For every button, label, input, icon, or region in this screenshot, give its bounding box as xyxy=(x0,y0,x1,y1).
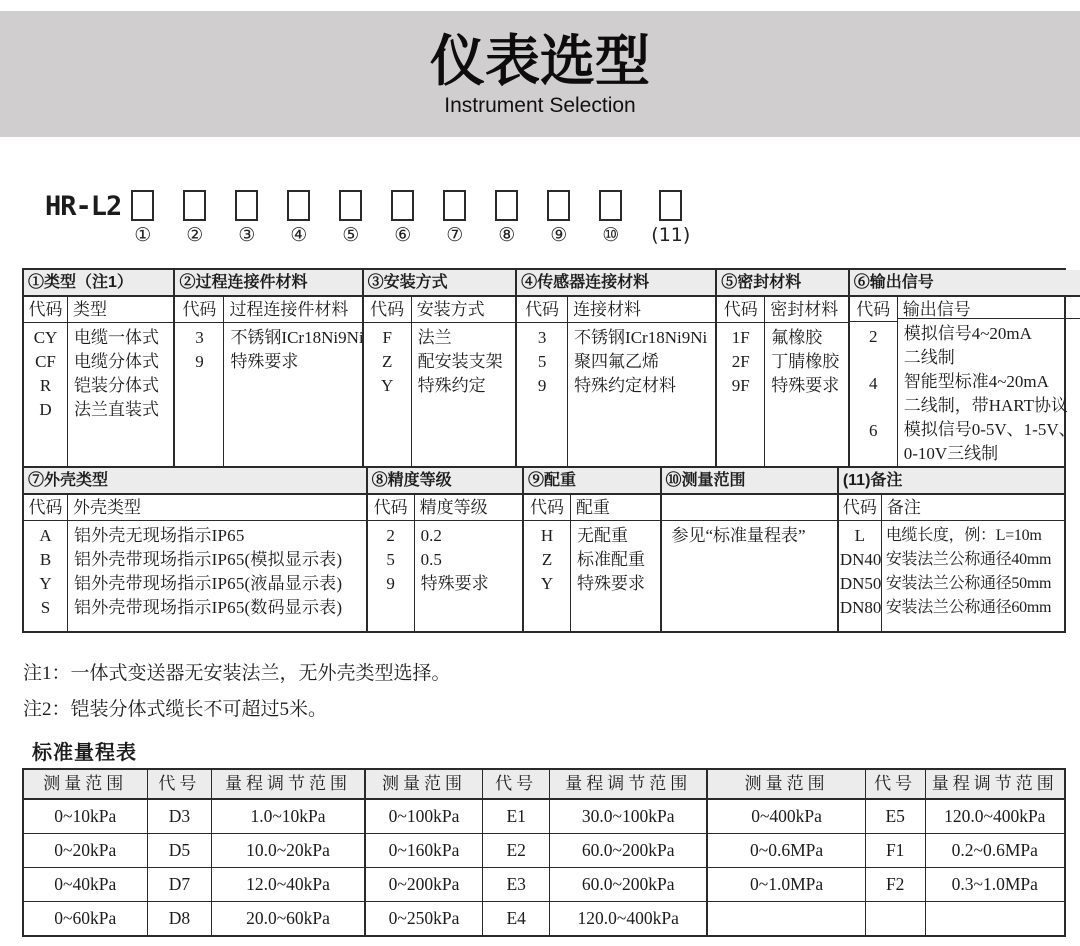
code-column xyxy=(850,297,898,466)
desc-value: 0.5 xyxy=(420,550,442,569)
code-value: H xyxy=(540,526,554,545)
selection-section xyxy=(515,270,715,466)
desc-value: 标准配重 xyxy=(577,550,646,569)
model-code-box-10 xyxy=(599,190,622,221)
code-value: 5 xyxy=(386,550,395,569)
code-header: 代码 xyxy=(839,495,881,521)
code-value: 1F xyxy=(731,328,750,347)
position-number-6: ⑥ xyxy=(394,224,412,246)
section-title: ①类型（注1） xyxy=(24,270,173,297)
merged-column xyxy=(662,495,837,631)
range-table-row xyxy=(24,833,1064,867)
model-code-box-2 xyxy=(183,190,206,221)
code-header: 代码 xyxy=(524,495,570,521)
model-code-box-9 xyxy=(547,190,570,221)
desc-value: 安装法兰公称通径40mm xyxy=(885,551,1052,568)
range-table-row xyxy=(24,901,1064,935)
note-1: 注1：一体式变送器无安装法兰，无外壳类型选择。 xyxy=(23,663,451,684)
selection-section xyxy=(24,468,366,631)
desc-header: 精度等级 xyxy=(415,495,522,521)
desc-value: 铝外壳带现场指示IP65(数码显示表) xyxy=(74,598,343,617)
desc-column xyxy=(765,297,847,466)
range-value-cell: 0~60kPa xyxy=(54,908,117,928)
section-body xyxy=(517,297,715,466)
code-column xyxy=(839,495,882,631)
desc-value: 特殊要求 xyxy=(420,574,489,593)
desc-value: 不锈钢ICr18Ni9Ni xyxy=(574,328,708,347)
range-value-cell: 0~10kPa xyxy=(54,806,117,826)
range-code-cell: F1 xyxy=(865,834,925,867)
range-value-cell: 12.0~40kPa xyxy=(211,868,363,901)
position-number-10: ⑩ xyxy=(602,224,620,246)
desc-value: 安装法兰公称通径60mm xyxy=(885,599,1052,616)
code-value: Z xyxy=(381,352,393,371)
desc-value: 氟橡胶 xyxy=(771,328,823,347)
section-body xyxy=(175,297,364,466)
section-title: ③安装方式 xyxy=(364,270,515,297)
desc-value: 铝外壳带现场指示IP65(液晶显示表) xyxy=(74,574,343,593)
code-value: D xyxy=(39,400,52,419)
desc-value: 二线制 xyxy=(903,348,955,367)
code-header: 代码 xyxy=(517,297,567,323)
section-title: ⑥输出信号 xyxy=(850,270,1080,297)
desc-value: 模拟信号0-5V、1-5V、 xyxy=(903,420,1076,439)
header-band xyxy=(0,11,1080,137)
desc-header: 密封材料 xyxy=(765,297,847,323)
subheader-blank xyxy=(662,495,837,521)
section-title: ④传感器连接材料 xyxy=(517,270,715,297)
desc-value: 铝外壳无现场指示IP65 xyxy=(74,526,245,545)
model-code-row xyxy=(45,190,690,246)
code-value xyxy=(850,443,897,466)
model-prefix: HR-L2 xyxy=(45,191,122,222)
model-slot xyxy=(651,190,690,246)
section-title: ⑦外壳类型 xyxy=(24,468,366,495)
desc-column xyxy=(898,297,1080,466)
desc-column xyxy=(68,495,366,631)
range-code-cell: F2 xyxy=(865,868,925,901)
desc-value: 法兰 xyxy=(417,328,452,347)
section-body xyxy=(839,495,1064,631)
selection-section xyxy=(366,468,522,631)
desc-column xyxy=(568,297,715,466)
position-number-1: ① xyxy=(134,224,152,246)
range-header-cell: 量程调节范围 xyxy=(549,770,706,798)
code-value: 9 xyxy=(386,574,395,593)
model-slot xyxy=(339,190,362,246)
model-code-box-11 xyxy=(659,190,682,221)
range-value-cell: 120.0~400kPa xyxy=(925,800,1064,833)
desc-value: 铝外壳带现场指示IP65(模拟显示表) xyxy=(74,550,343,569)
section-body xyxy=(662,495,837,631)
range-value-cell: 0~1.0MPa xyxy=(706,868,864,901)
page-subtitle: Instrument Selection xyxy=(444,94,636,117)
desc-value: 特殊约定 xyxy=(417,376,486,395)
code-column xyxy=(517,297,568,466)
see-range-table-note: 参见“标准量程表” xyxy=(671,526,806,545)
desc-header: 过程连接件材料 xyxy=(224,297,361,323)
code-column xyxy=(24,297,68,466)
range-table xyxy=(22,768,1066,937)
range-header-cell: 代号 xyxy=(482,770,549,798)
code-value: Z xyxy=(541,550,553,569)
desc-value: 0-10V三线制 xyxy=(903,444,999,463)
model-code-box-5 xyxy=(339,190,362,221)
section-body xyxy=(364,297,515,466)
code-header: 代码 xyxy=(175,297,223,323)
section-title: ⑩测量范围 xyxy=(662,468,837,495)
code-value: 6 xyxy=(868,421,878,440)
desc-value: 不锈钢ICr18Ni9Ni xyxy=(230,328,364,347)
code-value: DN80 xyxy=(839,598,882,617)
position-number-8: ⑧ xyxy=(498,224,516,246)
range-value-cell xyxy=(706,902,864,935)
code-column xyxy=(368,495,415,631)
code-header: 代码 xyxy=(24,297,67,323)
code-column xyxy=(524,495,571,631)
desc-column xyxy=(68,297,173,466)
section-title: ⑨配重 xyxy=(524,468,659,495)
section-body xyxy=(24,297,173,466)
range-header-cell: 量程调节范围 xyxy=(211,770,363,798)
range-header-cell: 量程调节范围 xyxy=(925,770,1064,798)
code-value: B xyxy=(39,550,52,569)
desc-value: 法兰直装式 xyxy=(74,400,159,419)
position-number-7: ⑦ xyxy=(446,224,464,246)
range-value-cell: 0~250kPa xyxy=(364,902,483,935)
section-body xyxy=(850,297,1080,466)
code-value: 9 xyxy=(195,352,204,371)
desc-value: 特殊要求 xyxy=(577,574,646,593)
selection-section xyxy=(24,270,173,466)
model-slot xyxy=(495,190,518,246)
selection-section xyxy=(848,270,1080,466)
desc-header: 安装方式 xyxy=(412,297,515,323)
section-title: (11)备注 xyxy=(839,468,1064,495)
code-value: 2F xyxy=(731,352,750,371)
model-slot xyxy=(183,190,206,246)
desc-column xyxy=(412,297,515,466)
position-number-5: ⑤ xyxy=(342,224,360,246)
section-title: ②过程连接件材料 xyxy=(175,270,361,297)
desc-header: 外壳类型 xyxy=(68,495,366,521)
range-value-cell: 0~0.6MPa xyxy=(706,834,864,867)
desc-value: 模拟信号4~20mA xyxy=(903,324,1032,343)
model-slot xyxy=(547,190,570,246)
code-column xyxy=(364,297,412,466)
desc-value: 无配重 xyxy=(577,526,629,545)
range-code-cell: E1 xyxy=(482,800,549,833)
code-header: 代码 xyxy=(364,297,411,323)
code-value: L xyxy=(854,526,866,545)
code-column xyxy=(175,297,224,466)
code-value: 9F xyxy=(731,376,750,395)
desc-value: 丁腈橡胶 xyxy=(771,352,840,371)
desc-value: 电缆一体式 xyxy=(74,328,159,347)
code-header: 代码 xyxy=(717,297,764,323)
range-value-cell: 30.0~100kPa xyxy=(549,800,706,833)
code-value: CF xyxy=(35,352,56,371)
code-value: R xyxy=(39,376,52,395)
range-value-cell: 0~20kPa xyxy=(54,840,117,860)
range-code-cell: D3 xyxy=(147,800,212,833)
notes xyxy=(23,656,451,728)
code-value: F xyxy=(382,328,392,347)
desc-value: 电缆长度，例：L=10m xyxy=(885,527,1042,544)
desc-column xyxy=(415,495,522,631)
note-2: 注2：铠装分体式缆长不可超过5米。 xyxy=(23,699,328,720)
range-table-row xyxy=(24,867,1064,901)
position-number-9: ⑨ xyxy=(550,224,568,246)
section-title: ⑤密封材料 xyxy=(717,270,847,297)
desc-value: 特殊要求 xyxy=(230,352,299,371)
desc-value: 配安装支架 xyxy=(417,352,503,371)
model-code-box-6 xyxy=(391,190,414,221)
range-value-cell: 60.0~200kPa xyxy=(549,834,706,867)
section-body xyxy=(24,495,366,631)
range-value-cell: 1.0~10kPa xyxy=(211,800,363,833)
range-value-cell: 0~100kPa xyxy=(364,800,483,833)
section-title: ⑧精度等级 xyxy=(368,468,522,495)
range-header-cell: 代号 xyxy=(865,770,925,798)
range-value-cell: 0~40kPa xyxy=(54,874,117,894)
code-value: Y xyxy=(381,376,394,395)
section-body xyxy=(524,495,659,631)
range-code-cell: D5 xyxy=(147,834,212,867)
selection-tables xyxy=(22,268,1076,633)
desc-header: 配重 xyxy=(571,495,659,521)
desc-value: 聚四氟乙烯 xyxy=(574,352,660,371)
code-value: 5 xyxy=(537,352,547,371)
code-value: DN50 xyxy=(839,574,882,593)
range-table-row xyxy=(24,799,1064,833)
model-code-slots xyxy=(131,190,690,246)
range-header-cell: 测量范围 xyxy=(43,774,128,793)
range-header-cell: 测量范围 xyxy=(706,770,864,798)
range-code-cell: E5 xyxy=(865,800,925,833)
range-code-cell: E4 xyxy=(482,902,549,935)
code-value: 2 xyxy=(386,526,395,545)
model-slot xyxy=(443,190,466,246)
range-value-cell: 0~400kPa xyxy=(706,800,864,833)
model-code-box-7 xyxy=(443,190,466,221)
selection-section xyxy=(173,270,364,466)
range-value-cell: 0.2~0.6MPa xyxy=(925,834,1064,867)
position-number-4: ④ xyxy=(290,224,308,246)
code-value: 9 xyxy=(537,376,547,395)
desc-value: 智能型标准4~20mA xyxy=(903,372,1049,391)
range-value-cell: 0~160kPa xyxy=(364,834,483,867)
code-header: 代码 xyxy=(368,495,414,521)
code-value: S xyxy=(40,598,51,617)
desc-header: 输出信号 xyxy=(898,297,1080,319)
code-value: Y xyxy=(39,574,52,593)
selection-table-2 xyxy=(24,466,1064,631)
range-header-cell: 代号 xyxy=(147,770,212,798)
model-slot xyxy=(599,190,622,246)
range-header-cell: 测量范围 xyxy=(364,770,483,798)
desc-header: 类型 xyxy=(68,297,173,323)
code-column xyxy=(717,297,765,466)
code-value: 3 xyxy=(195,328,204,347)
model-slot xyxy=(287,190,310,246)
position-number-11: (11) xyxy=(651,224,691,246)
selection-section xyxy=(837,468,1064,631)
selection-section xyxy=(522,468,659,631)
range-value-cell: 60.0~200kPa xyxy=(549,868,706,901)
desc-value: 二线制，带HART协议 xyxy=(903,396,1068,415)
range-value-cell: 0~200kPa xyxy=(364,868,483,901)
desc-value: 安装法兰公称通径50mm xyxy=(885,575,1052,592)
page-title: 仪表选型 xyxy=(429,30,650,92)
range-code-cell: D7 xyxy=(147,868,212,901)
section-body xyxy=(717,297,847,466)
range-value-cell: 20.0~60kPa xyxy=(211,902,363,935)
desc-column xyxy=(882,495,1064,631)
code-value: 4 xyxy=(868,373,878,393)
code-value: A xyxy=(39,526,52,545)
range-table-title: 标准量程表 xyxy=(32,742,137,764)
desc-value: 电缆分体式 xyxy=(74,352,159,371)
range-code-cell xyxy=(865,902,925,935)
desc-header: 备注 xyxy=(882,495,1064,521)
range-code-cell: E3 xyxy=(482,868,549,901)
model-code-box-4 xyxy=(287,190,310,221)
desc-value: 0.2 xyxy=(420,526,442,545)
selection-table-1 xyxy=(24,270,1076,466)
code-value xyxy=(850,349,897,372)
selection-section xyxy=(660,468,837,631)
code-value xyxy=(850,396,897,419)
model-code-box-8 xyxy=(495,190,518,221)
code-value: CY xyxy=(33,328,58,347)
position-number-3: ③ xyxy=(238,224,256,246)
model-slot xyxy=(131,190,154,246)
range-value-cell: 120.0~400kPa xyxy=(549,902,706,935)
code-value: 2 xyxy=(868,326,878,346)
range-table-header-row xyxy=(24,770,1064,799)
code-value: DN40 xyxy=(839,550,882,569)
code-column xyxy=(24,495,68,631)
selection-section xyxy=(715,270,847,466)
code-value: 3 xyxy=(537,328,547,347)
code-value: Y xyxy=(540,574,554,593)
section-body xyxy=(368,495,522,631)
desc-value: 铠装分体式 xyxy=(74,376,159,395)
desc-column xyxy=(224,297,364,466)
desc-column xyxy=(571,495,659,631)
range-value-cell: 10.0~20kPa xyxy=(211,834,363,867)
position-number-2: ② xyxy=(186,224,204,246)
desc-value: 特殊要求 xyxy=(771,376,840,395)
desc-header: 连接材料 xyxy=(568,297,715,323)
selection-section xyxy=(362,270,515,466)
desc-value: 特殊约定材料 xyxy=(574,376,677,395)
range-value-cell xyxy=(925,902,1064,935)
range-code-cell: D8 xyxy=(147,902,212,935)
model-code-box-1 xyxy=(131,190,154,221)
model-code-box-3 xyxy=(235,190,258,221)
model-slot xyxy=(391,190,414,246)
code-header: 代码 xyxy=(850,297,897,322)
code-header: 代码 xyxy=(24,495,67,521)
model-slot xyxy=(235,190,258,246)
range-code-cell: E2 xyxy=(482,834,549,867)
range-value-cell: 0.3~1.0MPa xyxy=(925,868,1064,901)
